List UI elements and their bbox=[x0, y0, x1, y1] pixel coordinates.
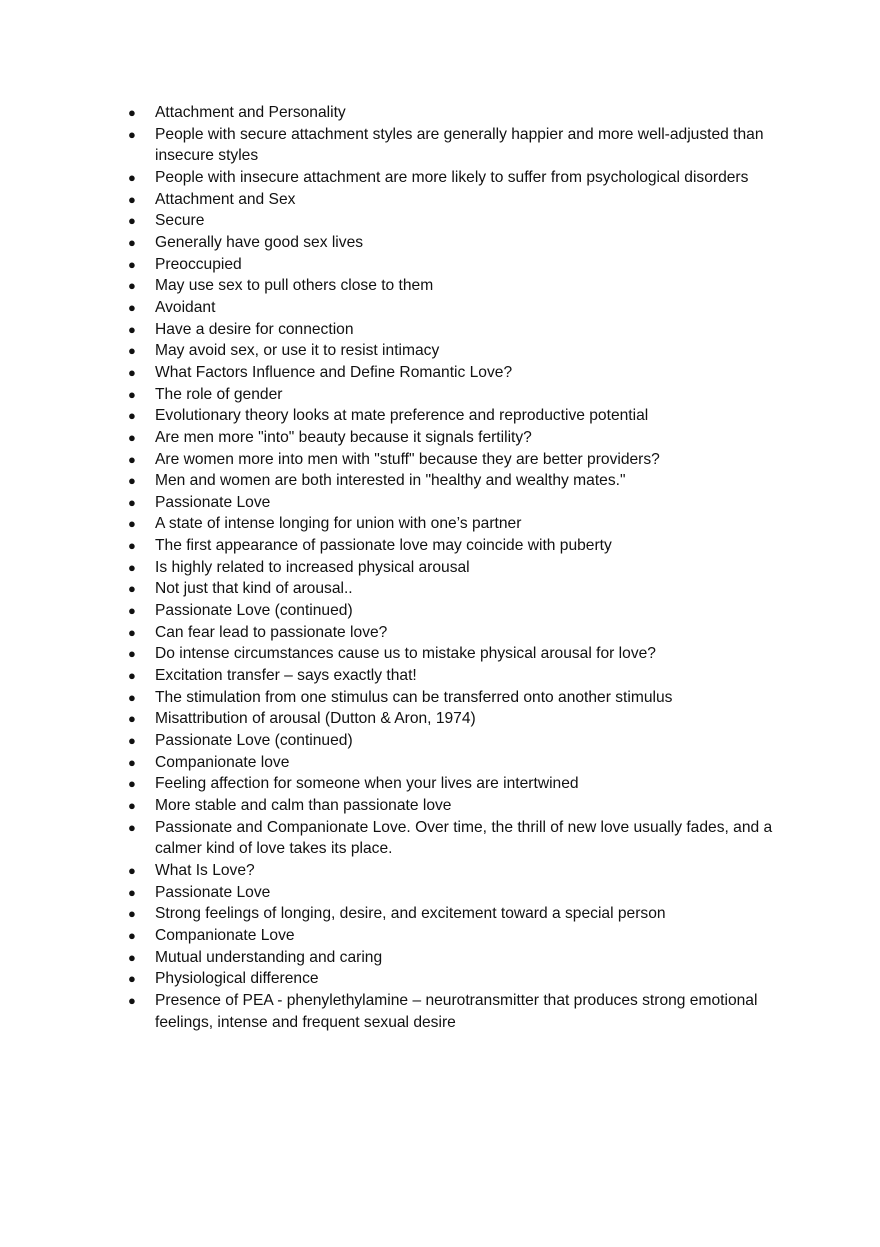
list-item-text: The stimulation from one stimulus can be transferred onto another stimulus bbox=[155, 688, 673, 706]
bullet-icon: ● bbox=[128, 581, 136, 597]
bullet-icon: ● bbox=[128, 364, 136, 380]
bullet-icon: ● bbox=[128, 798, 136, 813]
list-item-text: Misattribution of arousal (Dutton & Aron, 1974) bbox=[155, 710, 476, 728]
list-item bbox=[120, 449, 780, 471]
list-item-text: People with secure attachment styles are generally happier and more well-adjusted than insecure styles bbox=[155, 125, 764, 165]
list-item-text: Avoidant bbox=[155, 298, 216, 316]
list-item-text: Can fear lead to passionate love? bbox=[155, 623, 388, 641]
bullet-icon: ● bbox=[128, 927, 136, 943]
list-item bbox=[120, 817, 780, 860]
list-item-text: People with insecure attachment are more likely to suffer from psychological disorders bbox=[155, 168, 749, 186]
list-item-text: Secure bbox=[155, 212, 205, 230]
bullet-icon: ● bbox=[128, 516, 136, 532]
list-item bbox=[120, 578, 780, 600]
list-item bbox=[120, 622, 780, 644]
bullet-icon: ● bbox=[128, 321, 136, 337]
list-item bbox=[120, 167, 780, 189]
bullet-icon: ● bbox=[128, 234, 136, 250]
bullet-list bbox=[120, 102, 780, 1033]
list-item-text: Excitation transfer – says exactly that! bbox=[155, 667, 417, 685]
list-item bbox=[120, 189, 780, 211]
bullet-icon: ● bbox=[128, 169, 136, 185]
list-item-text: Are women more into men with "stuff" because they are better providers? bbox=[155, 450, 660, 468]
bullet-icon: ● bbox=[128, 992, 136, 1008]
list-item bbox=[120, 254, 780, 276]
bullet-icon: ● bbox=[128, 473, 136, 489]
list-item bbox=[120, 947, 780, 969]
list-item-text: Preoccupied bbox=[155, 255, 242, 273]
list-item-text: More stable and calm than passionate love bbox=[155, 797, 452, 814]
bullet-icon: ● bbox=[128, 711, 136, 727]
list-item bbox=[120, 795, 780, 817]
bullet-icon: ● bbox=[128, 776, 136, 792]
bullet-icon: ● bbox=[128, 819, 136, 835]
bullet-icon: ● bbox=[128, 126, 136, 142]
list-item-text: Have a desire for connection bbox=[155, 320, 354, 338]
list-item bbox=[120, 340, 780, 362]
list-item bbox=[120, 362, 780, 384]
list-item bbox=[120, 903, 780, 925]
bullet-icon: ● bbox=[128, 278, 136, 294]
bullet-icon: ● bbox=[128, 971, 136, 987]
bullet-icon: ● bbox=[128, 862, 136, 878]
list-item-text: The role of gender bbox=[155, 385, 283, 403]
bullet-icon: ● bbox=[128, 494, 136, 510]
list-item bbox=[120, 557, 780, 579]
list-item bbox=[120, 708, 780, 730]
bullet-icon: ● bbox=[128, 343, 136, 359]
list-item bbox=[120, 470, 780, 492]
bullet-icon: ● bbox=[128, 624, 136, 640]
bullet-icon: ● bbox=[128, 733, 136, 749]
list-item-text: Attachment and Sex bbox=[155, 190, 296, 208]
bullet-icon: ● bbox=[128, 299, 136, 315]
bullet-icon: ● bbox=[128, 105, 136, 120]
list-item bbox=[120, 882, 780, 904]
bullet-icon: ● bbox=[128, 429, 136, 445]
bullet-icon: ● bbox=[128, 191, 136, 207]
bullet-icon: ● bbox=[128, 646, 136, 662]
bullet-icon: ● bbox=[128, 213, 136, 229]
list-item bbox=[120, 492, 780, 514]
list-item-text: Passionate Love bbox=[155, 883, 271, 901]
list-item bbox=[120, 102, 780, 124]
list-item bbox=[120, 860, 780, 882]
bullet-icon: ● bbox=[128, 668, 136, 684]
list-item-text: May use sex to pull others close to them bbox=[155, 277, 434, 295]
list-item bbox=[120, 319, 780, 341]
list-item bbox=[120, 990, 780, 1033]
list-item bbox=[120, 643, 780, 665]
list-item-text: Evolutionary theory looks at mate preference and reproductive potential bbox=[155, 407, 649, 425]
list-item-text: Physiological difference bbox=[155, 970, 319, 988]
list-item bbox=[120, 232, 780, 254]
list-item bbox=[120, 730, 780, 752]
list-item-text: Not just that kind of arousal.. bbox=[155, 580, 353, 598]
list-item-text: Strong feelings of longing, desire, and excitement toward a special person bbox=[155, 905, 666, 923]
list-item-text: May avoid sex, or use it to resist intimacy bbox=[155, 342, 440, 360]
list-item-text: Passionate Love (continued) bbox=[155, 732, 353, 750]
bullet-icon: ● bbox=[128, 256, 136, 272]
list-item-text: Attachment and Personality bbox=[155, 104, 346, 121]
list-item-text: What Factors Influence and Define Romantic Love? bbox=[155, 363, 513, 381]
list-item bbox=[120, 384, 780, 406]
list-item-text: A state of intense longing for union with one’s partner bbox=[155, 515, 522, 533]
list-item-text: Generally have good sex lives bbox=[155, 233, 364, 251]
list-item bbox=[120, 925, 780, 947]
list-item bbox=[120, 210, 780, 232]
list-item-text: Passionate and Companionate Love. Over time, the thrill of new love usually fades, and a calmer kind of love takes its place. bbox=[155, 818, 773, 858]
list-item bbox=[120, 124, 780, 167]
list-item bbox=[120, 968, 780, 990]
list-item-text: Is highly related to increased physical arousal bbox=[155, 558, 470, 576]
list-item bbox=[120, 297, 780, 319]
list-item-text: Mutual understanding and caring bbox=[155, 948, 383, 966]
bullet-icon: ● bbox=[128, 884, 136, 900]
list-item-text: Passionate Love bbox=[155, 493, 271, 511]
bullet-icon: ● bbox=[128, 949, 136, 965]
list-item-text: Do intense circumstances cause us to mistake physical arousal for love? bbox=[155, 645, 656, 663]
bullet-icon: ● bbox=[128, 559, 136, 575]
list-item-text: Companionate Love bbox=[155, 926, 295, 944]
list-item bbox=[120, 773, 780, 795]
list-item-text: What Is Love? bbox=[155, 861, 255, 879]
bullet-icon: ● bbox=[128, 386, 136, 402]
bullet-icon: ● bbox=[128, 754, 136, 770]
bullet-icon: ● bbox=[128, 451, 136, 467]
list-item-text: Presence of PEA - phenylethylamine – neurotransmitter that produces strong emotional feelings, intense and frequent sexual desire bbox=[155, 991, 758, 1031]
list-item-text: Companionate love bbox=[155, 753, 290, 771]
list-item-text: Feeling affection for someone when your lives are intertwined bbox=[155, 775, 579, 793]
bullet-icon: ● bbox=[128, 538, 136, 554]
list-item bbox=[120, 513, 780, 535]
list-item-text: Men and women are both interested in "healthy and wealthy mates." bbox=[155, 472, 626, 490]
list-item-text: Are men more "into" beauty because it signals fertility? bbox=[155, 428, 532, 446]
bullet-icon: ● bbox=[128, 408, 136, 424]
bullet-icon: ● bbox=[128, 906, 136, 922]
list-item bbox=[120, 535, 780, 557]
bullet-icon: ● bbox=[128, 689, 136, 705]
list-item bbox=[120, 687, 780, 709]
list-item bbox=[120, 405, 780, 427]
list-item bbox=[120, 600, 780, 622]
list-item bbox=[120, 275, 780, 297]
bullet-icon: ● bbox=[128, 603, 136, 619]
list-item-text: Passionate Love (continued) bbox=[155, 602, 353, 620]
list-item-text: The first appearance of passionate love may coincide with puberty bbox=[155, 537, 612, 555]
list-item bbox=[120, 752, 780, 774]
list-item bbox=[120, 427, 780, 449]
list-item bbox=[120, 665, 780, 687]
